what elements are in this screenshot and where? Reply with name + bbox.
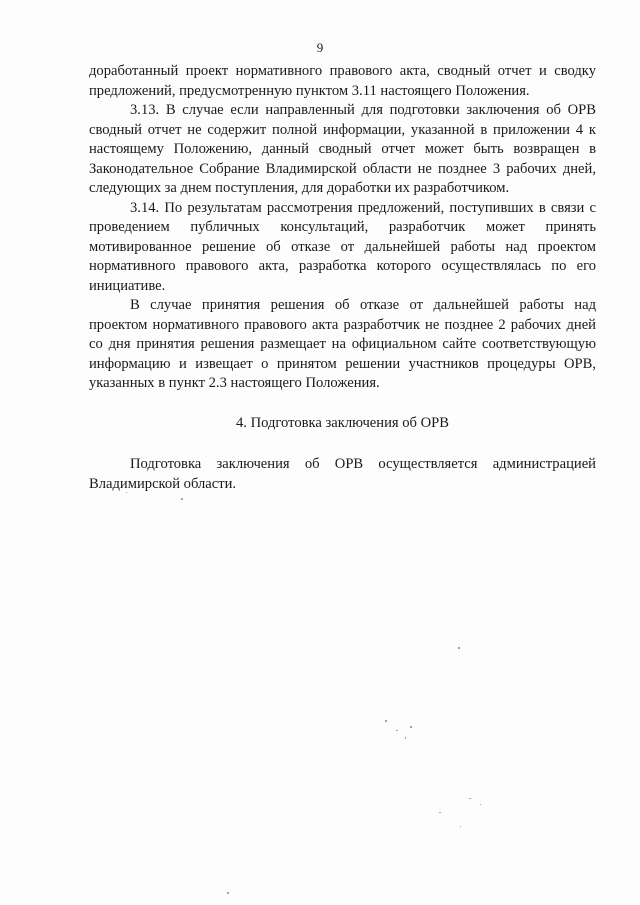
scan-speck [396, 730, 398, 731]
scan-speck [181, 498, 183, 500]
section-heading: 4. Подготовка заключения об ОРВ [235, 414, 450, 431]
scan-speck [458, 647, 460, 649]
scan-speck [405, 737, 406, 739]
document-body [89, 62, 596, 494]
scan-speck [460, 826, 461, 827]
scan-speck [385, 720, 387, 722]
paragraph-3-13: 3.13. В случае если направленный для подготовки заключения об ОРВ сводный отчет не содержит полной информации, указанной в приложении 4 к настоящему Положению, данный сводный отчет может быть возвращен в Законодательное Собрание Владимирской области не позднее 3 рабочих дней, следующих за днем поступления, для доработки их разработчиком. [89, 102, 596, 196]
scan-speck [227, 892, 229, 894]
scan-speck [410, 726, 412, 728]
section-body: Подготовка заключения об ОРВ осуществляется администрацией Владимирской области. [89, 456, 596, 492]
paragraph-refusal: В случае принятия решения об отказе от дальнейшей работы над проектом нормативного правового акта разработчик не позднее 2 рабочих дней со дня принятия решения размещает на официальном сайте соответствующую информацию и извещает о принятом решении участников процедуры ОРВ, указанных в пункт 2.3 настоящего Положения. [89, 297, 596, 391]
page-number: 9 [316, 40, 324, 55]
scan-speck [439, 812, 441, 813]
paragraph-continuation: доработанный проект нормативного правового акта, сводный отчет и сводку предложений, предусмотренную пунктом 3.11 настоящего Положения. [89, 63, 596, 99]
scan-speck [126, 492, 127, 493]
paragraph-3-14: 3.14. По результатам рассмотрения предложений, поступивших в связи с проведением публичных консультаций, разработчик может принять мотивированное решение об отказе от дальнейшей работы над проектом нормативного правового акта, разработка которого осуществлялась по его инициативе. [89, 199, 596, 294]
scan-speck [469, 798, 471, 799]
scan-speck [480, 804, 481, 805]
